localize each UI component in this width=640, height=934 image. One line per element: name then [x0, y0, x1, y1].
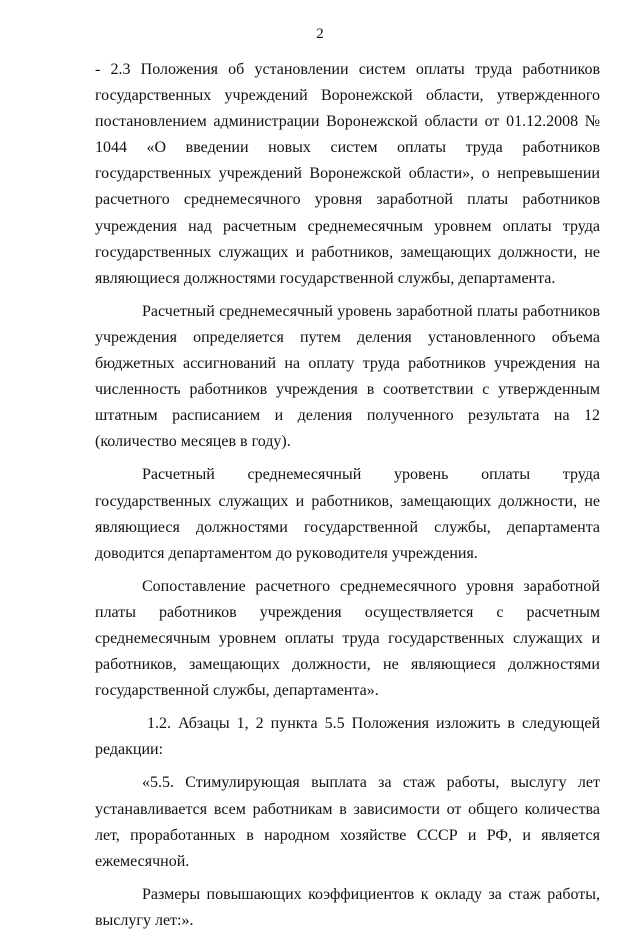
paragraph-coefficients: Размеры повышающих коэффициентов к окладу за стаж работы, выслугу лет:».: [95, 885, 600, 929]
paragraph-salary-calculation: Расчетный среднемесячный уровень заработной платы работников учреждения определяется путем деления установленного объема бюджетных ассигнований на оплату труда работников учреждения на численность работников учреждения в соответствии с утвержденным штатным расписанием и деления полученного результата на 12 (количество месяцев в году).: [95, 302, 600, 451]
paragraph-comparison: Сопоставление расчетного среднемесячного уровня заработной платы работников учреждения осуществляется с расчетным среднемесячным уровнем оплаты труда государственных служащих и работников, замещающих должности, не являющиеся должностями государственной службы, департамента».: [95, 577, 600, 700]
paragraph-level-notification: Расчетный среднемесячный уровень оплаты труда государственных служащих и работников, замещающих должности, не являющиеся должностями государственной службы, департамента доводится департаментом до руководителя учреждения.: [95, 466, 600, 562]
paragraph-amendment-1-2: 1.2. Абзацы 1, 2 пункта 5.5 Положения изложить в следующей редакции:: [95, 715, 600, 759]
document-body: [95, 57, 600, 934]
paragraph-clause-5-5: «5.5. Стимулирующая выплата за стаж работы, выслугу лет устанавливается всем работникам в зависимости от общего количества лет, проработанных в народном хозяйстве СССР и РФ, и является ежемесячной.: [95, 774, 600, 870]
page-number: 2: [316, 26, 324, 42]
paragraph-2-3-provision: - 2.3 Положения об установлении систем оплаты труда работников государственных учреждений Воронежской области, утвержденного постановлением администрации Воронежской области от 01.12.2008 № 1044 «О введении новых систем оплаты труда работников государственных учреждений Воронежской области», о непревышении расчетного среднемесячного уровня заработной платы работников учреждения над расчетным среднемесячным уровнем оплаты труда государственных служащих и работников, замещающих должности, не являющиеся должностями государственной службы, департамента.: [95, 61, 600, 287]
